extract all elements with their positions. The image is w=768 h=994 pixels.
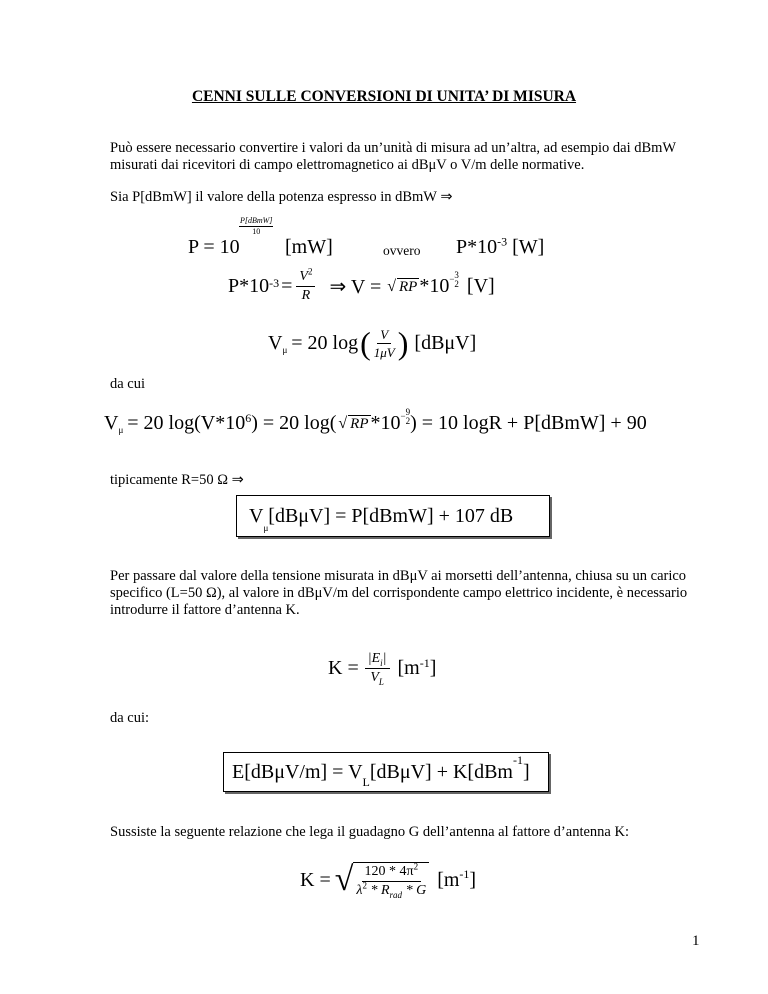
page-number: 1 <box>692 933 700 949</box>
eq2-frac-den: R <box>301 288 311 303</box>
result-box-v-mu <box>236 495 550 537</box>
eq3-unit: [dBμV] <box>414 332 477 354</box>
eq5-frac-num-close: | <box>382 651 387 666</box>
eq5-frac-num-e: |E <box>367 651 381 666</box>
para2-line-3: introdurre il fattore d’antenna K. <box>110 602 300 618</box>
eq2-exp-num: 3 <box>454 269 459 280</box>
paren-close: ) <box>397 325 409 361</box>
da-cui: da cui <box>110 376 146 392</box>
eq5-unit-base: [m <box>397 657 420 679</box>
box2-exp: -1 <box>512 753 523 768</box>
sqrt-icon: √ <box>338 414 348 432</box>
da-cui-2: da cui: <box>110 710 150 726</box>
eq3-fraction <box>371 328 398 359</box>
eq6-fraction <box>353 862 429 898</box>
eq4-part3: ) = 10 logR + P[dBmW] + 90 <box>410 412 647 434</box>
eq6-num <box>362 861 422 882</box>
eq6-num-text: 120 * 4π <box>364 864 414 879</box>
eq5-frac-num-sub: i <box>380 657 383 668</box>
eq6-unit-base: [m <box>437 868 460 891</box>
eq2-times: *10 <box>419 275 450 297</box>
eq2-lhs-base: P*10 <box>228 275 270 297</box>
eq1-unit: [mW] <box>285 236 333 258</box>
equation-antenna-factor: K = $\frac{|E_i|}{V_L}$ [m $^{-1}$ ] <box>328 651 437 687</box>
eq4-exp-den: 2 <box>405 415 411 426</box>
eq5-frac-den <box>367 669 387 685</box>
para2-line-1: Per passare dal valore della tensione misurata in dBμV ai morsetti dell’antenna, chiusa su un carico <box>110 568 687 584</box>
eq2-exp-frac <box>454 271 459 289</box>
eq2-equals: = <box>281 275 293 297</box>
eq2-implies: ⇒ V = <box>329 276 382 298</box>
box2-part1: E[dBμV/m] = V <box>232 761 363 783</box>
eq6-den-lambda: λ <box>356 883 363 898</box>
eq6-unit-close: ] <box>469 868 477 891</box>
eq6-den <box>353 882 429 898</box>
eq1-rhs-exp: -3 <box>497 234 508 249</box>
box2-part2: [dBμV] + K[dBm <box>369 761 513 783</box>
eq1-exponent <box>239 217 273 236</box>
intro-line-2: misurati dai ricevitori di campo elettromagnetico ai dBμV o V/m delle normative. <box>110 157 585 173</box>
eq3-frac-den: 1μV <box>373 345 395 360</box>
eq5-frac-den-sub: L <box>378 676 384 687</box>
eq2-frac-num-v: V <box>299 269 308 284</box>
para2-line-2: specifico (L=50 Ω), al valore in dBμV/m del corrispondente campo elettrico incidente, è necessario <box>110 585 688 601</box>
eq5-frac-den-v: V <box>370 670 379 685</box>
box1-v-sub: μ <box>263 523 269 533</box>
eq4-times: *10 <box>370 412 401 434</box>
eq5-frac-num <box>365 652 390 669</box>
eq2-unit: [V] <box>466 275 495 297</box>
eq6-den-r: * R <box>366 883 390 898</box>
eq6-num-exp: 2 <box>413 861 419 872</box>
eq1-ovvero: ovvero <box>383 243 421 258</box>
eq3-lhs: V <box>268 332 283 354</box>
eq2-fraction <box>296 266 315 303</box>
eq2-exp-den: 2 <box>454 278 459 289</box>
equation-v-mu-expanded: V $_\mu$ = 20 log(V*10 $^6$ ) = 20 log( √ RP *10 − 9 2 ) = 10 logR + P[dBmW] + 90 <box>104 406 647 435</box>
eq4-sqrt-content: RP <box>350 415 369 432</box>
equation-gain-relation: K = √ $\frac{120 * 4\pi^2}{\lambda^2 * R_{rad} * G}$ [m $^{-1}$ ] <box>300 861 477 900</box>
intro-line-1: Può essere necessario convertire i valori da un’unità di misura ad un’altra, ad esempio dai dBmW <box>110 140 677 156</box>
eq4-lhs: V <box>104 412 119 434</box>
eq2-exponent: − 3 2 <box>449 269 459 289</box>
eq5-unit-close: ] <box>429 657 437 679</box>
eq6-den-r-sub: rad <box>389 889 403 900</box>
box1-v: V <box>249 505 264 527</box>
box2-part3: ] <box>522 761 530 783</box>
eq1-rhs-base: P*10 <box>456 236 498 258</box>
eq6-lhs: K = <box>300 868 331 891</box>
eq1-lhs: P = 10 <box>188 236 240 258</box>
box2-sub: L <box>362 775 370 789</box>
eq1-rhs-unit: [W] <box>512 236 545 258</box>
eq1-rhs <box>456 236 544 259</box>
eq6-den-g: * G <box>402 883 427 898</box>
box1-rest: [dBμV] = P[dBmW] + 107 dB <box>268 505 514 527</box>
eq3-frac-num: V <box>377 328 391 344</box>
result-box-e-field <box>223 752 549 792</box>
eq4-exponent: − 9 2 <box>400 406 411 426</box>
eq2-sqrt-content: RP <box>399 278 418 295</box>
eq4-part1: = 20 log(V*10 <box>127 412 246 434</box>
eq4-exp-num: 9 <box>405 406 411 417</box>
equation-voltage: P*10 $^{-3}$ = $\frac{V^2}{R}$ ⇒ V = √ RP *10 − 3 2 [V] <box>228 266 495 303</box>
paren-open: ( <box>360 325 371 361</box>
eq5-fraction <box>365 652 390 685</box>
eq1-exp-den: 10 <box>252 227 261 236</box>
eq5-lhs: K = <box>328 657 359 679</box>
eq6-den-lambda-exp: 2 <box>362 880 367 891</box>
document-title: CENNI SULLE CONVERSIONI DI UNITA’ DI MISURA <box>191 88 577 105</box>
eq3-mid: = 20 log <box>291 332 359 354</box>
tipicamente: tipicamente R=50 Ω ⇒ <box>110 472 244 488</box>
sia-line: Sia P[dBmW] il valore della potenza espresso in dBmW ⇒ <box>110 189 453 205</box>
eq1-exp-num: P[dBmW] <box>240 216 273 225</box>
sqrt-icon: √ <box>387 277 397 295</box>
sqrt-icon: √ <box>334 861 354 898</box>
sussiste-line: Sussiste la seguente relazione che lega il guadagno G dell’antenna al fattore d’antenna K: <box>110 824 629 840</box>
equation-power-mw <box>188 236 240 259</box>
eq2-frac-num-exp: 2 <box>307 266 313 277</box>
eq2-frac-num <box>296 266 315 287</box>
equation-v-mu: V $_\mu$ = 20 log ( $\frac{V}{1\mu V}$ ) [dBμV] <box>268 325 477 361</box>
eq4-part2: ) = 20 log( <box>251 412 337 434</box>
